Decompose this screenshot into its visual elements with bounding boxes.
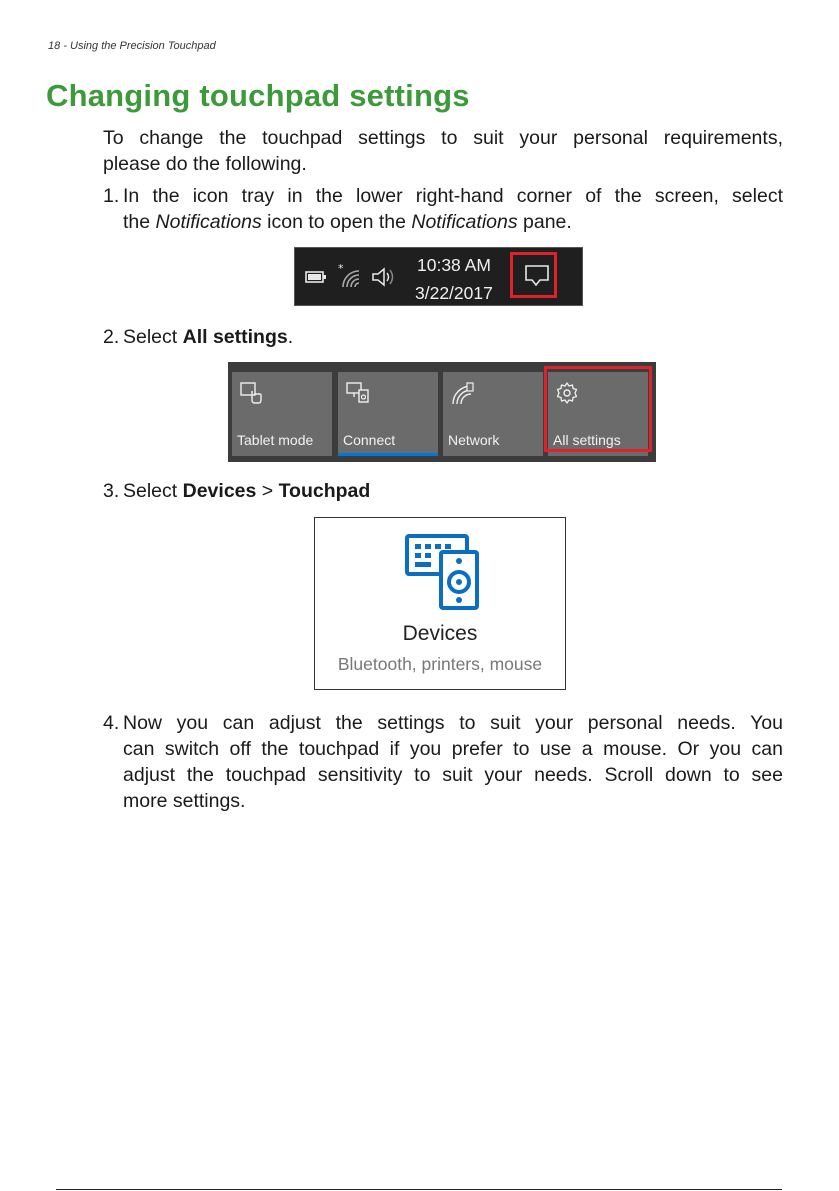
clock-date: 3/22/2017 <box>415 283 493 303</box>
step-4-line-1: Now you can adjust the settings to suit your personal needs. You <box>123 712 783 734</box>
text-run: > <box>256 480 279 502</box>
step-1-line-2 <box>123 209 783 235</box>
tile-label: Connect <box>343 432 396 448</box>
step-body <box>123 183 783 235</box>
connect-icon <box>346 382 370 404</box>
step-body <box>123 478 783 504</box>
step-1-line-1: In the icon tray in the lower right-hand corner of the screen, select <box>123 185 783 207</box>
step-number: 4. <box>103 712 120 734</box>
running-header: 18 - Using the Precision Touchpad <box>48 40 216 52</box>
text-run: Select <box>123 326 183 348</box>
text-run: the <box>123 211 156 233</box>
devices-subtitle: Bluetooth, printers, mouse <box>337 654 543 674</box>
all-settings-term: All settings <box>182 326 288 348</box>
intro-line-2: please do the following. <box>103 153 307 175</box>
devices-settings-card[interactable] <box>314 517 566 690</box>
step-body <box>123 324 783 350</box>
wifi-icon <box>337 263 363 289</box>
connect-indicator <box>338 453 438 456</box>
step-body <box>123 710 783 814</box>
intro-line-1: To change the touchpad settings to suit your personal requirements, <box>103 127 783 149</box>
notifications-term: Notifications <box>411 211 518 233</box>
step-number: 3. <box>103 480 120 502</box>
tile-label: Tablet mode <box>237 432 314 448</box>
footer-rule <box>56 1189 782 1190</box>
step-4-line-2: can switch off the touchpad if you prefer to use a mouse. Or you can <box>123 738 783 760</box>
page-title: Changing touchpad settings <box>46 78 470 113</box>
tile-label: Network <box>448 432 500 448</box>
text-run: icon to open the <box>261 211 412 233</box>
intro-paragraph <box>103 125 783 177</box>
touchpad-term: Touchpad <box>278 480 371 502</box>
notifications-term: Notifications <box>155 211 262 233</box>
step-number: 2. <box>103 326 120 348</box>
text-run: pane. <box>517 211 572 233</box>
tile-connect[interactable] <box>338 372 438 456</box>
text-run: . <box>287 326 294 348</box>
network-icon <box>451 382 475 406</box>
notifications-icon[interactable] <box>524 264 550 288</box>
battery-icon <box>305 270 327 284</box>
devices-icon <box>405 534 479 610</box>
tile-label: All settings <box>553 432 621 448</box>
volume-icon <box>371 266 397 288</box>
tile-network[interactable] <box>443 372 543 456</box>
step-1 <box>103 183 783 235</box>
quick-actions-panel <box>228 362 656 462</box>
step-4-line-3: adjust the touchpad sensitivity to suit your needs. Scroll down to see <box>123 764 783 786</box>
tablet-mode-icon <box>240 382 262 404</box>
step-number: 1. <box>103 185 120 207</box>
clock-time: 10:38 AM <box>417 255 491 275</box>
taskbar-screenshot <box>294 247 583 306</box>
step-3 <box>103 478 783 504</box>
devices-title: Devices <box>402 622 478 645</box>
step-4 <box>103 710 783 814</box>
svg-text:*: * <box>338 263 344 275</box>
step-4-line-4: more settings. <box>123 790 246 812</box>
step-2 <box>103 324 783 350</box>
all-settings-highlight <box>544 366 652 452</box>
tile-tablet-mode[interactable] <box>232 372 332 456</box>
text-run: Select <box>123 480 183 502</box>
devices-term: Devices <box>182 480 257 502</box>
